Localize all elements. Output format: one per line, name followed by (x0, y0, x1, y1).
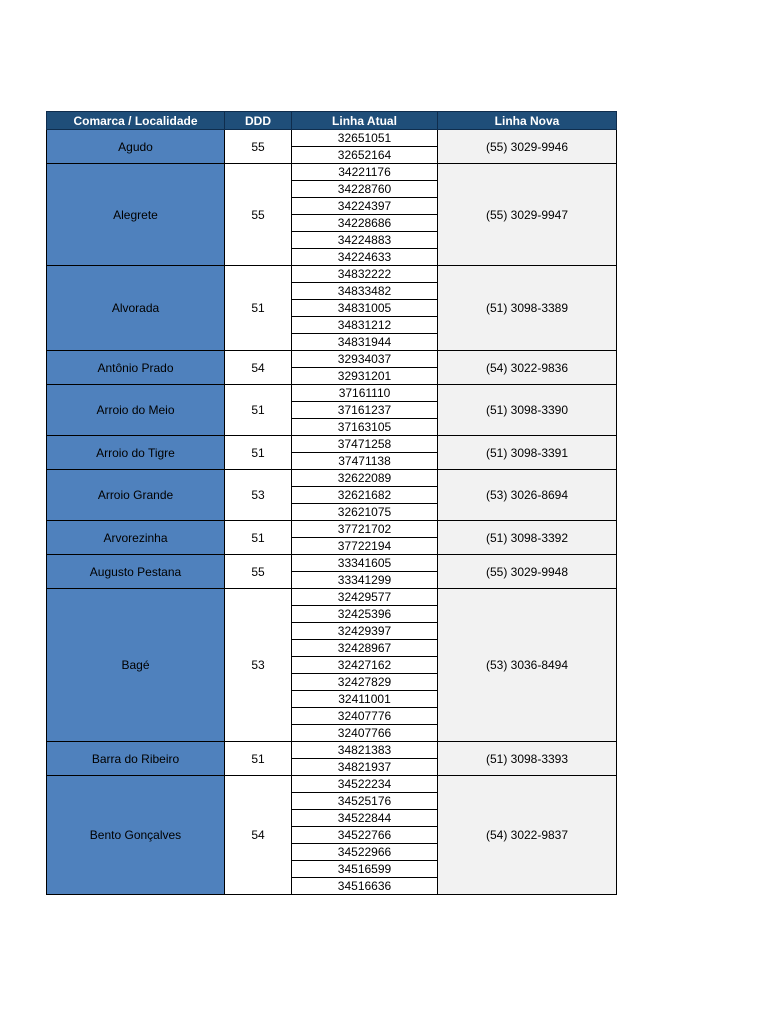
comarca-cell: Augusto Pestana (47, 555, 225, 589)
linha-nova-cell: (51) 3098-3390 (438, 385, 617, 436)
linha-atual-cell: 33341299 (292, 572, 438, 589)
comarca-cell: Arroio do Tigre (47, 436, 225, 470)
linha-atual-cell: 34221176 (292, 164, 438, 181)
linha-nova-cell: (55) 3029-9948 (438, 555, 617, 589)
ddd-cell: 51 (225, 385, 292, 436)
table-row (47, 436, 617, 453)
table-row (47, 589, 617, 606)
linha-atual-cell: 34516636 (292, 878, 438, 895)
linha-nova-cell: (54) 3022-9837 (438, 776, 617, 895)
phone-table-container (46, 111, 616, 895)
ddd-cell: 55 (225, 164, 292, 266)
table-row (47, 351, 617, 368)
linha-atual-cell: 34833482 (292, 283, 438, 300)
linha-atual-cell: 34224883 (292, 232, 438, 249)
ddd-cell: 54 (225, 776, 292, 895)
ddd-cell: 55 (225, 130, 292, 164)
comarca-cell: Alegrete (47, 164, 225, 266)
linha-nova-cell: (55) 3029-9946 (438, 130, 617, 164)
ddd-cell: 51 (225, 742, 292, 776)
comarca-cell: Arroio Grande (47, 470, 225, 521)
linha-atual-cell: 37471258 (292, 436, 438, 453)
linha-nova-cell: (53) 3036-8494 (438, 589, 617, 742)
linha-atual-cell: 37722194 (292, 538, 438, 555)
linha-nova-cell: (55) 3029-9947 (438, 164, 617, 266)
linha-atual-cell: 34821937 (292, 759, 438, 776)
linha-atual-cell: 32621682 (292, 487, 438, 504)
linha-atual-cell: 37471138 (292, 453, 438, 470)
linha-atual-cell: 37163105 (292, 419, 438, 436)
ddd-cell: 53 (225, 589, 292, 742)
table-row (47, 555, 617, 572)
linha-atual-cell: 34228686 (292, 215, 438, 232)
linha-nova-cell: (51) 3098-3393 (438, 742, 617, 776)
linha-atual-cell: 34224633 (292, 249, 438, 266)
comarca-cell: Agudo (47, 130, 225, 164)
linha-atual-cell: 34831944 (292, 334, 438, 351)
table-row (47, 130, 617, 147)
linha-atual-cell: 34831212 (292, 317, 438, 334)
linha-nova-cell: (51) 3098-3389 (438, 266, 617, 351)
linha-nova-cell: (54) 3022-9836 (438, 351, 617, 385)
linha-atual-cell: 34522966 (292, 844, 438, 861)
header-linha-nova: Linha Nova (438, 112, 617, 130)
phone-table (46, 111, 617, 895)
linha-atual-cell: 32428967 (292, 640, 438, 657)
table-row (47, 385, 617, 402)
table-row (47, 266, 617, 283)
comarca-cell: Bento Gonçalves (47, 776, 225, 895)
table-row (47, 742, 617, 759)
linha-atual-cell: 32934037 (292, 351, 438, 368)
header-row (47, 112, 617, 130)
linha-nova-cell: (53) 3026-8694 (438, 470, 617, 521)
ddd-cell: 55 (225, 555, 292, 589)
linha-atual-cell: 34516599 (292, 861, 438, 878)
linha-atual-cell: 32651051 (292, 130, 438, 147)
linha-atual-cell: 34228760 (292, 181, 438, 198)
linha-atual-cell: 32407776 (292, 708, 438, 725)
comarca-cell: Bagé (47, 589, 225, 742)
table-row (47, 776, 617, 793)
header-linha-atual: Linha Atual (292, 112, 438, 130)
header-ddd: DDD (225, 112, 292, 130)
header-comarca: Comarca / Localidade (47, 112, 225, 130)
linha-atual-cell: 32427829 (292, 674, 438, 691)
linha-atual-cell: 37161237 (292, 402, 438, 419)
linha-atual-cell: 34522234 (292, 776, 438, 793)
linha-atual-cell: 32427162 (292, 657, 438, 674)
linha-atual-cell: 34522766 (292, 827, 438, 844)
comarca-cell: Antônio Prado (47, 351, 225, 385)
linha-atual-cell: 34821383 (292, 742, 438, 759)
linha-atual-cell: 32621075 (292, 504, 438, 521)
table-body (47, 130, 617, 895)
linha-atual-cell: 34832222 (292, 266, 438, 283)
linha-nova-cell: (51) 3098-3392 (438, 521, 617, 555)
ddd-cell: 54 (225, 351, 292, 385)
linha-atual-cell: 34525176 (292, 793, 438, 810)
linha-atual-cell: 34831005 (292, 300, 438, 317)
linha-atual-cell: 32931201 (292, 368, 438, 385)
linha-atual-cell: 32425396 (292, 606, 438, 623)
comarca-cell: Arroio do Meio (47, 385, 225, 436)
linha-atual-cell: 32429577 (292, 589, 438, 606)
table-row (47, 470, 617, 487)
table-row (47, 521, 617, 538)
linha-atual-cell: 32652164 (292, 147, 438, 164)
comarca-cell: Barra do Ribeiro (47, 742, 225, 776)
linha-atual-cell: 32622089 (292, 470, 438, 487)
linha-nova-cell: (51) 3098-3391 (438, 436, 617, 470)
comarca-cell: Alvorada (47, 266, 225, 351)
ddd-cell: 51 (225, 521, 292, 555)
linha-atual-cell: 34522844 (292, 810, 438, 827)
table-row (47, 164, 617, 181)
linha-atual-cell: 32411001 (292, 691, 438, 708)
linha-atual-cell: 37161110 (292, 385, 438, 402)
ddd-cell: 51 (225, 266, 292, 351)
linha-atual-cell: 34224397 (292, 198, 438, 215)
linha-atual-cell: 37721702 (292, 521, 438, 538)
linha-atual-cell: 32429397 (292, 623, 438, 640)
linha-atual-cell: 33341605 (292, 555, 438, 572)
ddd-cell: 51 (225, 436, 292, 470)
page-bottom-margin (40, 902, 640, 1024)
linha-atual-cell: 32407766 (292, 725, 438, 742)
ddd-cell: 53 (225, 470, 292, 521)
comarca-cell: Arvorezinha (47, 521, 225, 555)
